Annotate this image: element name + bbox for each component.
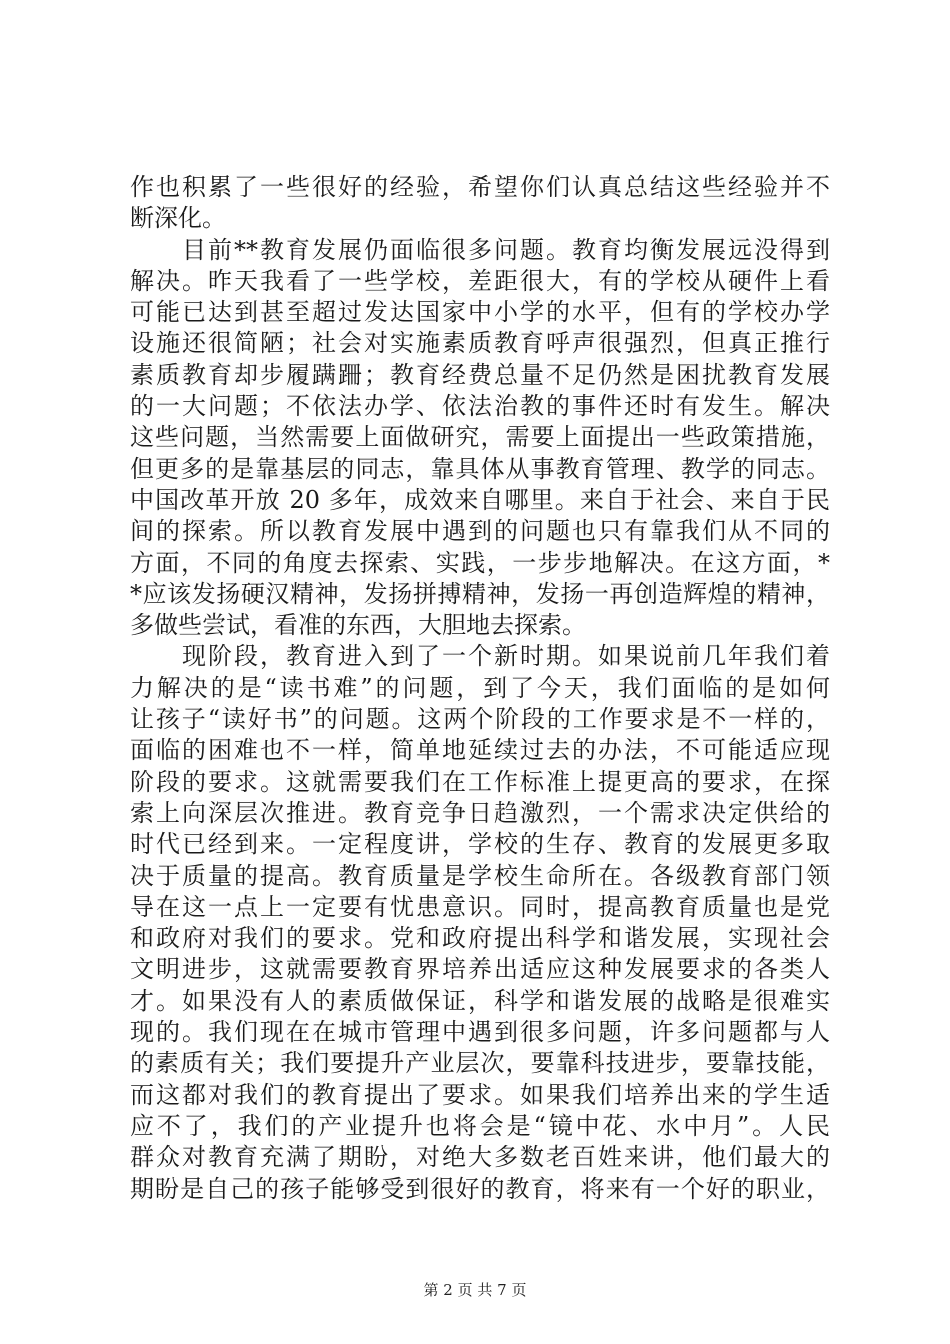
text-line: 才。如果没有人的素质做保证，科学和谐发展的战略是很难实	[130, 986, 830, 1015]
text-line: 间的探索。所以教育发展中遇到的问题也只有靠我们从不同的	[130, 517, 830, 546]
text-line: 这些问题，当然需要上面做研究，需要上面提出一些政策措施，	[130, 423, 830, 452]
text-line: 和政府对我们的要求。党和政府提出科学和谐发展，实现社会	[130, 924, 830, 953]
text-line: 素质教育却步履蹒跚；教育经费总量不足仍然是困扰教育发展	[130, 360, 830, 389]
text-line: 但更多的是靠基层的同志，靠具体从事教育管理、教学的同志。	[130, 454, 830, 483]
text-line: 期盼是自己的孩子能够受到很好的教育，将来有一个好的职业，	[130, 1174, 830, 1203]
text-line: 中国改革开放 20 多年，成效来自哪里。来自于社会、来自于民	[130, 485, 830, 514]
text-line: 解决。昨天我看了一些学校，差距很大，有的学校从硬件上看	[130, 266, 830, 295]
text-line: 让孩子“读好书”的问题。这两个阶段的工作要求是不一样的，	[130, 705, 830, 734]
text-line: 面临的困难也不一样，简单地延续过去的办法，不可能适应现	[130, 736, 830, 765]
text-line: 作也积累了一些很好的经验，希望你们认真总结这些经验并不	[130, 173, 830, 201]
text-line: 文明进步，这就需要教育界培养出适应这种发展要求的各类人	[130, 955, 830, 984]
text-line: 的素质有关；我们要提升产业层次，要靠科技进步，要靠技能，	[130, 1049, 830, 1078]
text-line: 设施还很简陋；社会对实施素质教育呼声很强烈，但真正推行	[130, 329, 830, 358]
text-line: 方面，不同的角度去探索、实践，一步步地解决。在这方面，*	[130, 548, 830, 577]
page-number-label: 第 2 页 共 7 页	[423, 1281, 527, 1299]
text-line: 应不了，我们的产业提升也将会是“镜中花、水中月”。人民	[130, 1111, 830, 1140]
text-line: 时代已经到来。一定程度讲，学校的生存、教育的发展更多取	[130, 830, 830, 859]
page-footer	[0, 1279, 950, 1300]
text-line: 群众对教育充满了期盼，对绝大多数老百姓来讲，他们最大的	[130, 1143, 830, 1172]
text-line: 导在这一点上一定要有忧患意识。同时，提高教育质量也是党	[130, 892, 830, 921]
text-line: 力解决的是“读书难”的问题，到了今天，我们面临的是如何	[130, 673, 830, 702]
text-line: 而这都对我们的教育提出了要求。如果我们培养出来的学生适	[130, 1080, 830, 1109]
text-line: 索上向深层次推进。教育竞争日趋激烈，一个需求决定供给的	[130, 798, 830, 827]
text-line: 决于质量的提高。教育质量是学校生命所在。各级教育部门领	[130, 861, 830, 890]
text-line: 断深化。	[130, 204, 226, 233]
body-text	[130, 172, 830, 1205]
text-line: 现阶段，教育进入到了一个新时期。如果说前几年我们着	[130, 642, 830, 671]
text-line: *应该发扬硬汉精神，发扬拼搏精神，发扬一再创造辉煌的精神，	[130, 579, 830, 608]
text-line: 多做些尝试，看准的东西，大胆地去探索。	[130, 611, 586, 640]
text-line: 目前**教育发展仍面临很多问题。教育均衡发展远没得到	[130, 235, 830, 264]
text-line: 的一大问题；不依法办学、依法治教的事件还时有发生。解决	[130, 392, 830, 421]
text-line: 可能已达到甚至超过发达国家中小学的水平，但有的学校办学	[130, 298, 830, 327]
text-line: 现的。我们现在在城市管理中遇到很多问题，许多问题都与人	[130, 1018, 830, 1047]
text-line: 阶段的要求。这就需要我们在工作标准上提更高的要求，在探	[130, 767, 830, 796]
